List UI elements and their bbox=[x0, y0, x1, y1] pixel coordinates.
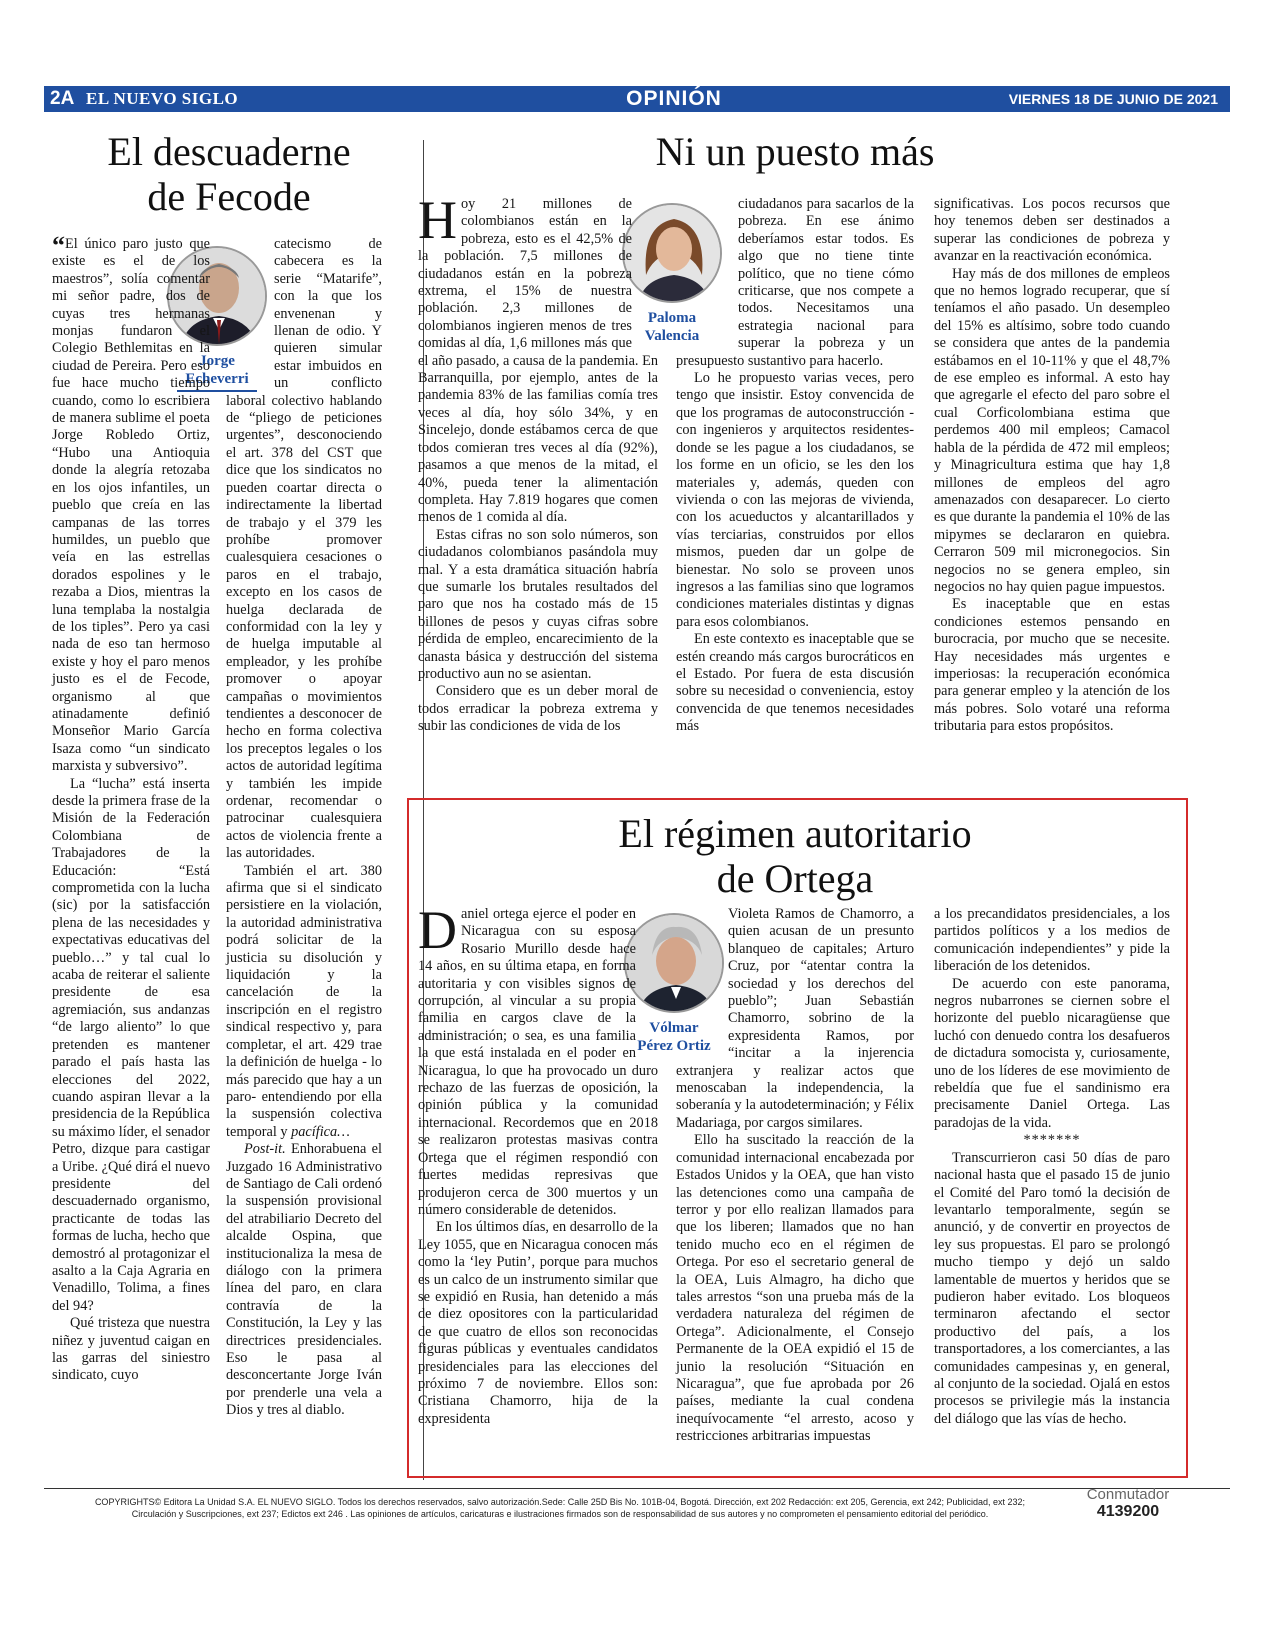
copyright-footer: COPYRIGHTS© Editora La Unidad S.A. EL NUEVO SIGLO. Todos los derechos reservados, salvo autorización.Sede: Calle 25D Bis No. 101B-04, Bogotá. Dirección, ext 202 Redacción: ext 205, Gerencia, ext 242; Publicidad, ext 232; Circulación y Suscripciones, ext 237; Edictos ext 246 . Las opiniones de artículos, caricaturas e ilustraciones firmados son de responsabilidad de sus autores y no comprometen el pensamiento editorial del periódico. bbox=[94, 1497, 1026, 1519]
article3-title-line2: de Ortega bbox=[716, 855, 874, 901]
article1-postit-paragraph: Post-it. Enhorabuena el Juzgado 16 Administrativo de Santiago de Cali ordenó la suspensión provisional del atrabiliario Decreto del alcalde Ospina, que institucionaliza la mesa de diálogo con la primera línea del paro, en clara contravía de la Constitución, la Ley y las directrices presidenciales. Eso le pasa al desconcertante Jorge Iván por prenderle una vela a Dios y tres al diablo. bbox=[226, 1141, 382, 1419]
dropcap-letter: D bbox=[418, 900, 457, 960]
switchboard-info: Conmutador 4139200 bbox=[1086, 1486, 1170, 1520]
article2-column-3 bbox=[934, 196, 1170, 736]
author-name: Jorge Echeverri bbox=[185, 353, 249, 387]
article3-column-2 bbox=[676, 906, 914, 1446]
article3-paragraph: En los últimos días, en desarrollo de la Ley 1055, que en Nicaragua conocen más como la ‘ley Putin’, porque para muchos es un calco de un instrumento similar que se expidió en Rusia, han detenido a más de diez opositores con la particularidad de que cuatro de ellos son reconocidas figuras públicas y eventuales candidatos presidenciales para las elecciones del próximo 7 de noviembre. Ellos son: Cristiana Chamorro, hija de la expresidenta bbox=[418, 1219, 658, 1427]
article2-headline: Ni un puesto más bbox=[655, 129, 935, 174]
article3-paragraph: Ello ha suscitado la reacción de la comunidad internacional encabezada por Estados Unidos y la OEA, que han visto las detenciones como una campaña de terror y por ello realizan llamados para que los liberen; llamados que no han tenido mucho eco en el régimen de Ortega. Por eso el secretario general de la OEA, Luis Almagro, ha dicho que tales arrestos “son una prueba más de la verdadera naturaleza del régimen de Ortega”. Adicionalmente, el Consejo Permanente de la OEA expidió el 15 de junio la resolución “Situación en Nicaragua”, que fue aprobada por 26 países, mediante la cual condena inequívocamente “el arresto, acoso y restricciones arbitrarias impuestas bbox=[676, 1132, 914, 1445]
article2-lead-paragraph: Hoy 21 millones de colombianos están en la pobreza, esto es el 42,5% de la población. 7,5 millones de ciudadanos están en la pobreza extrema, el 15% de nuestra población. 2,3 millones de colombianos ingieren menos de tres comidas al día, 1,6 millones más que el año pasado, a causa de la pandemia. En Barranquilla, por ejemplo, antes de la pandemia 83% de las familias comía tres veces al día, hoy sólo 34%, y en Sincelejo, donde estábamos cerca de que todos comieran tres veces al día (92%), pasamos a que menos de la mitad, el 40%, pueda tener la alimentación completa. Hay 7.819 hogares que comen menos de 1 comida al día. bbox=[418, 190, 658, 526]
author-name: Vólmar Pérez Ortiz bbox=[637, 1020, 711, 1054]
article3-lead-paragraph: Daniel ortega ejerce el poder en Nicaragua con su esposa Rosario Murillo desde hace 14 años, en su última etapa, en forma autoritaria y con visibles signos de corrupción, al vincular a su propia familia en cargos clave de la administración; o sea, es una familia la que está instalada en el poder en Nicaragua, lo que ha provocado un duro rechazo de las fuerzas de oposición, la opinión pública y la comunidad internacional. Recordemos que en 2018 se realizaron protestas masivas contra Ortega que el régimen respondió con fuertes medidas represivas que produjeron cerca de 300 muertos y un número considerable de detenidos. bbox=[418, 900, 658, 1218]
article2-column-1 bbox=[418, 190, 658, 736]
page-header-bar bbox=[44, 86, 1230, 112]
postit-label: Post-it. bbox=[244, 1141, 286, 1158]
article2-paragraph: Estas cifras no son solo números, son ciudadanos colombianos pasándola muy mal. Y a esta dramática situación habría que sumarle los brutales resultados del paro que nos ha costado más de 15 billones de pesos y cuyas cifras sobre pérdida de empleo, encarecimiento de la canasta básica y destrucción del sistema productivo aun no se asientan. bbox=[418, 526, 658, 682]
article1-paragraph: La “lucha” está inserta desde la primera frase de la Misión de la Federación Colombiana de Trabajadores de la Educación: “Está comprometida con la lucha (sic) por la satisfacción plena de las necesidades y expectativas educativas del pueblo…” y tal cual lo acaba de reiterar el saliente presidente de esa agremiación, sus andanzas “de largo aliento” lo que pretenden es mantener parado el país hasta las elecciones del 2022, cuando aspiran llevar a la presidencia de la República su máximo líder, el senador Petro, dizque para castigar a Uribe. ¿Qué dirá el nuevo presidente del descuadernado organismo, practicante de todas las formas de lucha, hecho que demostró al protagonizar el asalto a la Caja Agraria en Venadillo, Tolima, a fines del 94? bbox=[52, 775, 210, 1314]
article2-paragraph: Es inaceptable que en estas condiciones estemos pensando en burocracia, por mucho que se necesite. Hay necesidades más urgentes e imperiosas: la recuperación económica para generar empleo y la atención de los más pobres. Solo votaré una reforma tributaria para estos propósitos. bbox=[934, 596, 1170, 735]
article2-paragraph: Considero que es un deber moral de todos erradicar la pobreza extrema y subir las condiciones de vida de los bbox=[418, 683, 658, 735]
quote-mark-icon: “ bbox=[52, 231, 65, 260]
article3-paragraph: Violeta Ramos de Chamorro, a quien acusan de un presunto blanqueo de capitales; Arturo Cruz, por “atentar contra la sociedad y los derechos del pueblo”; Juan Sebastián Chamorro, sobrino de la expresidenta Ramos, por “incitar a la injerencia extranjera y realizar actos que menoscaban la independencia, la soberanía y la autodeterminación; y Félix Madariaga, por cargos similares. bbox=[676, 906, 914, 1131]
author-name: Paloma Valencia bbox=[644, 310, 700, 344]
article1-title-line2: de Fecode bbox=[147, 173, 311, 219]
footer-rule bbox=[44, 1488, 1230, 1489]
article3-title-line1: El régimen autoritario bbox=[618, 811, 972, 856]
article3-paragraph: Transcurrieron casi 50 días de paro nacional hasta que el pasado 15 de junio el Comité del Paro tomó la decisión de levantarlo temporalmente, según se anunció, y de convertir en proyectos de ley sus propuestas. El paro se prolongó mucho tiempo y dejó un saldo lamentable de muertos y heridos que se pudieron haber evitado. Los bloqueos terminaron afectando el sector productivo del país, a los transportadores, a los comerciantes, a las comunidades campesinas y, en general, al conjunto de la sociedad. Ojalá en estos procesos se privilegie más la instancia del diálogo que las vías de hecho. bbox=[934, 1149, 1170, 1427]
newspaper-name: EL NUEVO SIGLO bbox=[86, 89, 239, 108]
article3-paragraph: a los precandidatos presidenciales, a los partidos políticos y a los medios de comunicación independientes” y pide la liberación de los detenidos. bbox=[934, 906, 1170, 975]
article2-paragraph: Lo he propuesto varias veces, pero tengo que insistir. Estoy convencida de que los programas de autoconstrucción -con ingenieros y arquitectos residentes- donde se les pague a los ciudadanos, se los forme en un oficio, se les den los materiales y, además, queden con vivienda o con las mejoras de vivienda, con los acueductos y alcantarillados y vías terciarias, construidos por ellos mismos, pueden dar un golpe de bienestar. No solo se proveen unos ingresos a las familias sino que logramos condiciones materiales distintas y dignas para esos colombianos. bbox=[676, 370, 914, 630]
article1-paragraph: Qué tristeza que nuestra niñez y juventud caigan en las garras del siniestro sindicato, cuyo bbox=[52, 1315, 210, 1384]
dropcap-letter: H bbox=[418, 190, 457, 250]
article1-paragraph: También el art. 380 afirma que si el sindicato persistiere en la violación, la autoridad administrativa podrá solicitar de la justicia su disolución y liquidación y la cancelación de la inscripción en el registro sindical respectivo y, para completar, el art. 429 trae la definición de huelga - lo más parecido que hay a un paro- entendiendo por ella la suspensión colectiva temporal y pacífica… bbox=[226, 862, 382, 1140]
article1-column-2 bbox=[226, 236, 382, 1420]
article1-lead-paragraph: “El único paro justo que existe es el de los maestros”, solía comentar mi señor padre, dos de cuyas tres hermanas monjas fundaron el Colegio Bethlemitas en la ciudad de Pereira. Pero eso fue hace mucho tiempo cuando, como lo escribiera de manera sublime el poeta Jorge Robledo Ortiz, “Hubo una Antioquia donde la alegría retozaba en los ojos infantiles, un pueblo que creía en las campanas de las torres humildes, un pueblo que veía en las estrellas dorados espolines y le rezaba a Dios, mientras la luna templaba la nostalgia de los tiples”. Pero ya casi nada de eso tan hermoso existe y hoy el paro menos justo es el de Fecode, organismo al que atinadamente definió Monseñor Mario García Isaza como “un sindicato marxista y subversivo”. bbox=[52, 231, 210, 775]
article3-headline bbox=[430, 812, 1160, 902]
section-separator: ******* bbox=[1023, 1132, 1081, 1149]
article3-column-1 bbox=[418, 900, 658, 1428]
article1-paragraph: catecismo de cabecera es la serie “Matarife”, con la que los envenenan y llenan de odio. Y quieren simular estar imbuidos en un conflicto laboral colectivo hablando de “pliego de peticiones urgentes”, desconociendo el art. 378 del CST que dice que los sindicatos no pueden coartar directa o indirectamente la libertad de trabajo y el 379 les prohíbe promover cualesquiera cesaciones o paros en el trabajo, excepto en los casos de huelga declarada de conformidad con la ley y de huelga imputable al empleador, y les prohíbe promover o apoyar campañas o movimientos tendientes a desconocer de hecho en forma colectiva los preceptos legales o los actos de autoridad legítima y también les impide ordenar, recomendar o patrocinar cualesquiera actos de violencia frente a las autoridades. bbox=[226, 236, 382, 862]
article1-headline bbox=[44, 130, 414, 220]
article1-title-line1: El descuaderne bbox=[107, 129, 351, 174]
article2-paragraph: significativas. Los pocos recursos que hoy tenemos deben ser destinados a superar las condiciones de pobreza y avanzar en la reactivación económica. bbox=[934, 196, 1170, 265]
article3-column-3 bbox=[934, 906, 1170, 1428]
article3-paragraph: De acuerdo con este panorama, negros nubarrones se ciernen sobre el horizonte del pueblo nicaragüense que luchó con denuedo contra los desafueros de dictadura somocista y, curiosamente, uno de los líderes de ese movimiento de rebeldía que fue el sandinismo era precisamente Daniel Ortega. Las paradojas de la vida. bbox=[934, 975, 1170, 1131]
section-title: OPINIÓN bbox=[626, 87, 722, 110]
page-number: 2A bbox=[50, 88, 75, 109]
issue-date: VIERNES 18 DE JUNIO DE 2021 bbox=[1008, 91, 1218, 107]
article2-column-2 bbox=[676, 196, 914, 736]
article2-paragraph: En este contexto es inaceptable que se estén creando más cargos burocráticos en el Estado. Por fuera de esta discusión sobre su necesidad o conveniencia, estoy convencida de que tenemos necesidades más bbox=[676, 631, 914, 735]
article1-column-1 bbox=[52, 231, 210, 1385]
article2-paragraph: Hay más de dos millones de empleos que no hemos logrado recuperar, que sí teníamos el año pasado. Un desempleo del 15% es altísimo, sobre todo cuando se considera que antes de la pandemia estábamos en el 10-11% y que el 48,7% de ese empleo es informal. A esto hay que agregarle el efecto del paro sobre el cual Corficolombiana estima que perdemos 400 mil empleos; Camacol habla de la pérdida de 472 mil empleos; y Minagricultura estima que hay 1,8 millones de empleos del agro amenazados con desaparecer. Lo cierto es que durante la pandemia el 10% de las mipymes se declararon en quiebra. Cerraron 509 mil micronegocios. Sin negocios no se genera empleo, sin negocios no hay quien pague impuestos. bbox=[934, 265, 1170, 595]
article2-paragraph: ciudadanos para sacarlos de la pobreza. En ese ánimo deberíamos estar todos. Es algo que no tiene tinte político, que no tiene cómo criticarse, que nos compete a todos. Necesitamos una estrategia nacional para superar la pobreza y un presupuesto sustantivo para hacerlo. bbox=[676, 196, 914, 369]
